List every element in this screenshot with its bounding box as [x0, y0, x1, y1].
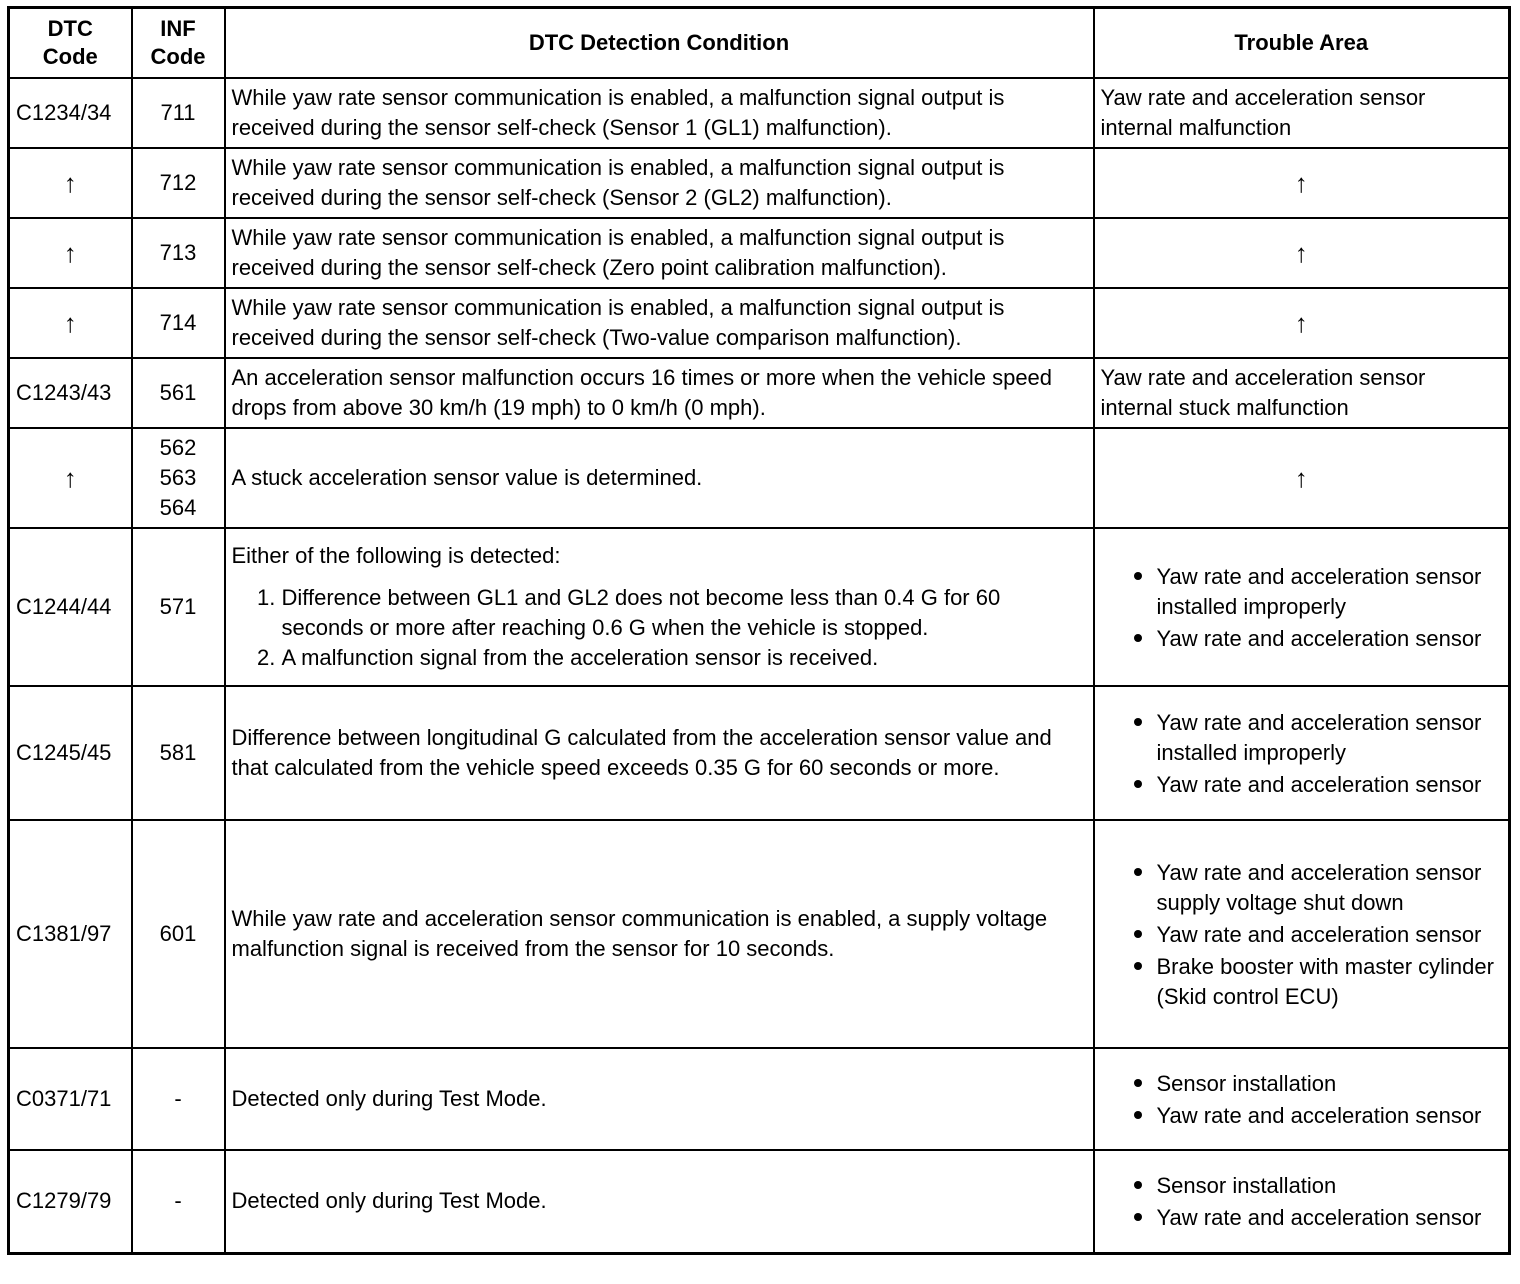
- trouble-area-item: • Sensor installation: [1157, 1169, 1503, 1201]
- condition-cell: Difference between longitudinal G calculated from the acceleration sensor value and that calculated from the vehicle speed exceeds 0.35 G for 60 seconds or more.: [225, 686, 1094, 820]
- table-row: [9, 1150, 1510, 1254]
- condition-cell: [225, 528, 1094, 686]
- table-row: [9, 1048, 1510, 1150]
- condition-steps: [232, 583, 1087, 673]
- table-row: [9, 358, 1510, 428]
- condition-cell: While yaw rate sensor communication is enabled, a malfunction signal output is received during the sensor self-check (Zero point calibration malfunction).: [225, 218, 1094, 288]
- inf-code-cell: -: [132, 1048, 225, 1150]
- trouble-area-item: • Yaw rate and acceleration sensor: [1157, 622, 1503, 654]
- trouble-area-item: • Yaw rate and acceleration sensor: [1157, 1201, 1503, 1233]
- table-row: [9, 820, 1510, 1048]
- trouble-area-cell: [1094, 1048, 1510, 1150]
- condition-cell: While yaw rate sensor communication is enabled, a malfunction signal output is received during the sensor self-check (Sensor 1 (GL1) malfunction).: [225, 78, 1094, 148]
- trouble-area-item: • Yaw rate and acceleration sensor installed improperly: [1157, 706, 1503, 768]
- trouble-area-same-as-above: ↑: [1094, 288, 1510, 358]
- condition-cell: While yaw rate sensor communication is enabled, a malfunction signal output is received during the sensor self-check (Sensor 2 (GL2) malfunction).: [225, 148, 1094, 218]
- header-trouble-area: Trouble Area: [1094, 8, 1510, 78]
- inf-code-cell: 561: [132, 358, 225, 428]
- dtc-table: [7, 6, 1511, 1255]
- trouble-area-list: [1101, 1169, 1503, 1233]
- trouble-area-same-as-above: ↑: [1094, 428, 1510, 528]
- table-row: [9, 288, 1510, 358]
- dtc-code-same-as-above: ↑: [9, 288, 132, 358]
- header-row: [9, 8, 1510, 78]
- dtc-code-same-as-above: ↑: [9, 428, 132, 528]
- inf-code-cell: -: [132, 1150, 225, 1254]
- condition-cell: An acceleration sensor malfunction occurs 16 times or more when the vehicle speed drops from above 30 km/h (19 mph) to 0 km/h (0 mph).: [225, 358, 1094, 428]
- trouble-area-item: • Yaw rate and acceleration sensor: [1157, 918, 1503, 950]
- trouble-area-same-as-above: ↑: [1094, 148, 1510, 218]
- trouble-area-list: [1101, 560, 1503, 654]
- table-row: [9, 428, 1510, 528]
- table-row: [9, 148, 1510, 218]
- dtc-code-cell: C1243/43: [9, 358, 132, 428]
- dtc-code-cell: C1244/44: [9, 528, 132, 686]
- dtc-code-cell: C0371/71: [9, 1048, 132, 1150]
- trouble-area-item: • Brake booster with master cylinder (Skid control ECU): [1157, 950, 1503, 1012]
- inf-code-cell: 601: [132, 820, 225, 1048]
- trouble-area-cell: [1094, 1150, 1510, 1254]
- condition-cell: A stuck acceleration sensor value is determined.: [225, 428, 1094, 528]
- trouble-area-list: [1101, 1067, 1503, 1131]
- condition-cell: Detected only during Test Mode.: [225, 1048, 1094, 1150]
- condition-cell: While yaw rate sensor communication is enabled, a malfunction signal output is received during the sensor self-check (Two-value comparison malfunction).: [225, 288, 1094, 358]
- table-row: [9, 686, 1510, 820]
- table-row: [9, 218, 1510, 288]
- dtc-code-cell: C1279/79: [9, 1150, 132, 1254]
- inf-code-cell: 713: [132, 218, 225, 288]
- trouble-area-item: • Yaw rate and acceleration sensor: [1157, 768, 1503, 800]
- trouble-area-cell: [1094, 528, 1510, 686]
- dtc-code-same-as-above: ↑: [9, 218, 132, 288]
- trouble-area-cell: [1094, 686, 1510, 820]
- inf-code-cell: 581: [132, 686, 225, 820]
- condition-step: 1. Difference between GL1 and GL2 does not become less than 0.4 G for 60 seconds or more after reaching 0.6 G when the vehicle is stopped.: [282, 583, 1087, 643]
- trouble-area-item: • Yaw rate and acceleration sensor supply voltage shut down: [1157, 856, 1503, 918]
- dtc-code-cell: C1381/97: [9, 820, 132, 1048]
- inf-code-cell: 571: [132, 528, 225, 686]
- trouble-area-cell: Yaw rate and acceleration sensor internal stuck malfunction: [1094, 358, 1510, 428]
- trouble-area-cell: [1094, 820, 1510, 1048]
- trouble-area-cell: Yaw rate and acceleration sensor internal malfunction: [1094, 78, 1510, 148]
- inf-code-cell: 711: [132, 78, 225, 148]
- trouble-area-same-as-above: ↑: [1094, 218, 1510, 288]
- header-dtc-code: DTC Code: [9, 8, 132, 78]
- inf-code-cell: 714: [132, 288, 225, 358]
- trouble-area-item: • Yaw rate and acceleration sensor installed improperly: [1157, 560, 1503, 622]
- condition-step: 2. A malfunction signal from the acceleration sensor is received.: [282, 643, 1087, 673]
- table-row: [9, 78, 1510, 148]
- condition-cell: While yaw rate and acceleration sensor communication is enabled, a supply voltage malfunction signal is received from the sensor for 10 seconds.: [225, 820, 1094, 1048]
- dtc-code-same-as-above: ↑: [9, 148, 132, 218]
- table-row: [9, 528, 1510, 686]
- trouble-area-item: • Yaw rate and acceleration sensor: [1157, 1099, 1503, 1131]
- trouble-area-list: [1101, 706, 1503, 800]
- inf-code-cell: 712: [132, 148, 225, 218]
- trouble-area-list: [1101, 856, 1503, 1012]
- header-detection-condition: DTC Detection Condition: [225, 8, 1094, 78]
- inf-code-cell: 562 563 564: [132, 428, 225, 528]
- trouble-area-item: • Sensor installation: [1157, 1067, 1503, 1099]
- condition-cell: Detected only during Test Mode.: [225, 1150, 1094, 1254]
- header-inf-code: INF Code: [132, 8, 225, 78]
- condition-intro: Either of the following is detected:: [231, 542, 561, 568]
- dtc-code-cell: C1234/34: [9, 78, 132, 148]
- dtc-code-cell: C1245/45: [9, 686, 132, 820]
